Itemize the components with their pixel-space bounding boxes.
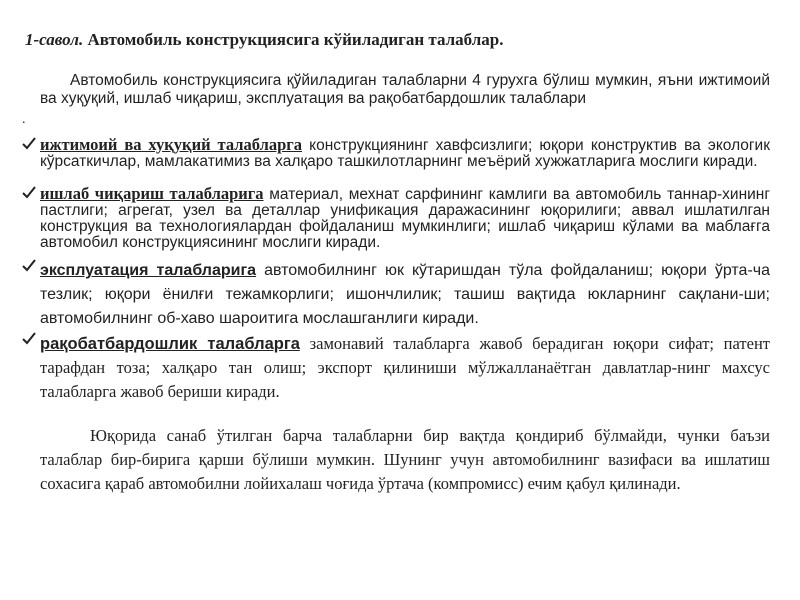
question-number: 1-савол. xyxy=(25,30,84,49)
requirement-text xyxy=(40,186,770,251)
requirement-item-competitiveness xyxy=(40,332,770,404)
checkmark-icon xyxy=(22,332,36,346)
requirement-item-social-legal xyxy=(40,137,770,170)
conclusion-paragraph: Юқорида санаб ўтилган барча талабларни бир вақтда қондириб бўлмайди, чунки баъзи талаблар бир-бирига қарши бўлиши мумкин. Шунинг учун автомобилнинг вазифаси ва ишлатиш сохасига қараб автомобилни лойихалаш чоғида ўртача (компромисс) ечим қабул қилинади. xyxy=(40,426,770,493)
requirement-body: замонавий талабларга жавоб берадиган юқори сифат; патент тарафдан тоза; халқаро тан олиш; экспорт қилиниши мўлжалланаётган давлатлар-нинг махсус талабларга жавоб бериши киради. xyxy=(40,334,770,401)
requirement-text xyxy=(40,259,770,331)
requirement-body: конструкциянинг хавфсизлиги; юқори конструктив ва экологик кўрсаткичлар, мамлакатимиз ва халқаро ташкилотларнинг меъёрий хужжатларига мослиги киради. xyxy=(40,137,770,170)
question-heading xyxy=(25,30,503,50)
requirement-item-operation xyxy=(40,259,770,331)
requirement-text xyxy=(40,137,770,170)
requirement-item-production xyxy=(40,186,770,251)
requirement-term: рақобатбардошлик талабларга xyxy=(40,335,300,353)
question-title: Автомобиль конструкциясига кўйиладиган талаблар. xyxy=(87,30,504,49)
requirement-body: материал, мехнат сарфининг камлиги ва автомобиль таннар-хининг пастлиги; агрегат, узел ва деталлар унификация даражасининг юқорилиги; аввал ишлатилган конструкция ва технологиялардан фойдаланиш мумкинлиги; ишлаб чиқариш кўлами ва маблағга автомобил конструкциясининг мослиги киради. xyxy=(40,186,771,251)
checkmark-icon xyxy=(22,259,36,273)
requirement-term: ишлаб чиқариш талабларига xyxy=(40,184,264,203)
requirement-term: эксплуатация талабларига xyxy=(40,262,257,279)
checkmark-icon xyxy=(22,186,36,200)
intro-paragraph: Автомобиль конструкциясига қўйиладиган талабларни 4 гурухга бўлиш мумкин, яъни ижтимоий ва хуқуқий, ишлаб чиқариш, эксплуатация ва рақобатбардошлик талаблари xyxy=(40,72,770,107)
requirement-body: автомобилнинг юк кўтаришдан тўла фойдаланиш; юқори ўрта-ча тезлик; юқори ёнилғи тежамкорлиги; ишончлилик; ташиш вақтида юкларнинг сақлани-ши; автомобилнинг об-хаво шароитига мослашганлиги киради. xyxy=(40,262,771,327)
requirement-term: ижтимоий ва хуқуқий талабларга xyxy=(40,135,303,154)
requirement-text xyxy=(40,332,770,404)
stray-dot: . xyxy=(22,112,26,127)
checkmark-icon xyxy=(22,137,36,151)
